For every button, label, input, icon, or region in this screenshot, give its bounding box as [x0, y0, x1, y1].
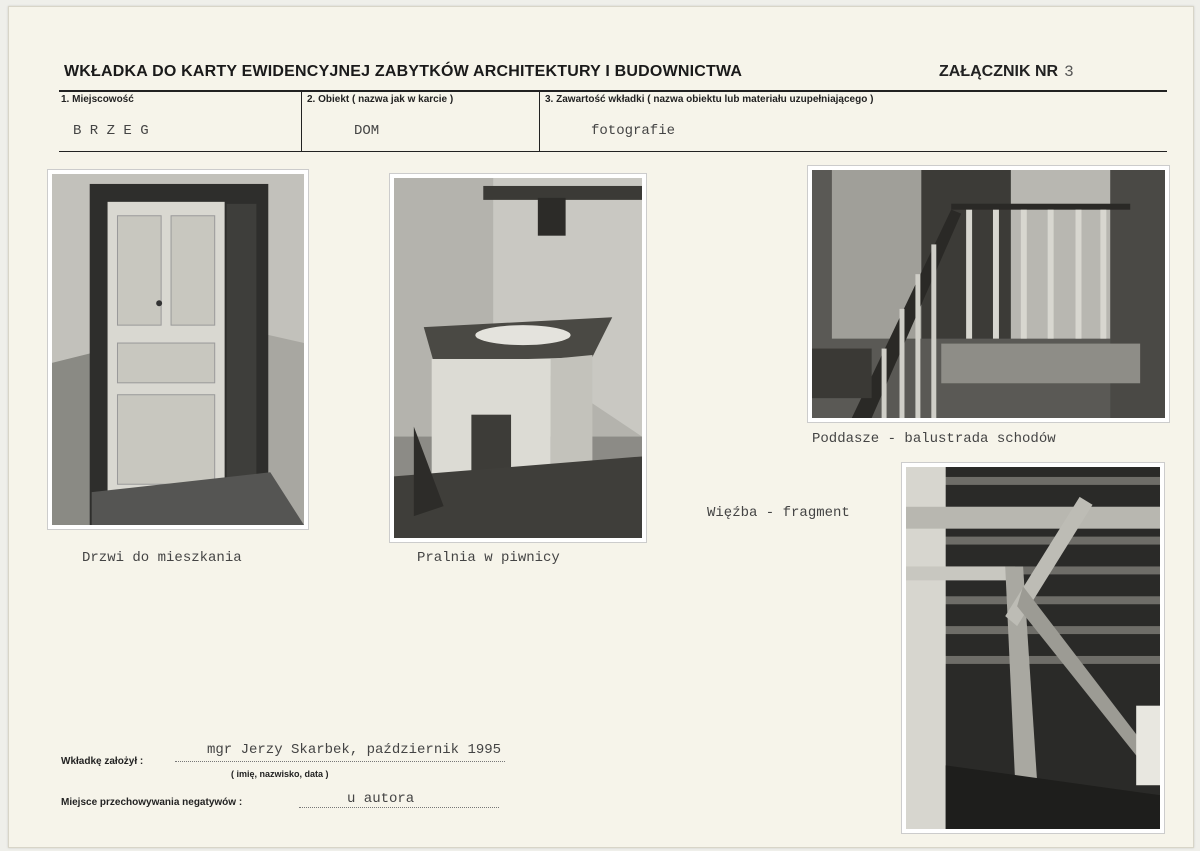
field-divider — [301, 91, 302, 151]
field-locality-value: B R Z E G — [73, 123, 149, 139]
attachment-number-value: 3 — [1064, 63, 1074, 81]
header-rule-top — [59, 90, 1167, 92]
attachment-label: ZAŁĄCZNIK NR — [939, 63, 1059, 80]
caption-door: Drzwi do mieszkania — [82, 550, 242, 566]
door-photo-image — [52, 174, 304, 525]
author-value: mgr Jerzy Skarbek, październik 1995 — [207, 742, 502, 758]
storage-dotted-line — [299, 807, 499, 808]
photo-balustrade — [807, 165, 1170, 423]
document-title: WKŁADKA DO KARTY EWIDENCYJNEJ ZABYTKÓW ARCHITEKTURY I BUDOWNICTWA — [64, 63, 743, 80]
caption-balustrade: Poddasze - balustrada schodów — [812, 431, 1056, 447]
field-content-value: fotografie — [591, 123, 676, 139]
photo-roof-truss — [901, 462, 1165, 834]
field-content-label: 3. Zawartość wkładki ( nazwa obiektu lub materiału uzupełniającego ) — [545, 94, 874, 105]
header-rule-bottom — [59, 151, 1167, 152]
author-hint: ( imię, nazwisko, data ) — [231, 769, 329, 779]
author-label: Wkładkę założył : — [61, 756, 144, 767]
balustrade-photo-image — [812, 170, 1165, 418]
laundry-photo-image — [394, 178, 642, 538]
attachment-number — [939, 63, 1074, 81]
caption-laundry: Pralnia w piwnicy — [417, 550, 560, 566]
field-object-value: DOM — [354, 123, 380, 139]
photo-laundry — [389, 173, 647, 543]
field-divider — [539, 91, 540, 151]
author-dotted-line — [175, 761, 505, 762]
field-locality-label: 1. Miejscowość — [61, 94, 134, 105]
field-object-label: 2. Obiekt ( nazwa jak w karcie ) — [307, 94, 454, 105]
storage-label: Miejsce przechowywania negatywów : — [61, 797, 243, 808]
storage-value: u autora — [347, 791, 415, 807]
photo-door — [47, 169, 309, 530]
inventory-card-insert — [8, 6, 1194, 848]
caption-roof-truss: Więźba - fragment — [707, 505, 850, 521]
roof-truss-photo-image — [906, 467, 1160, 829]
